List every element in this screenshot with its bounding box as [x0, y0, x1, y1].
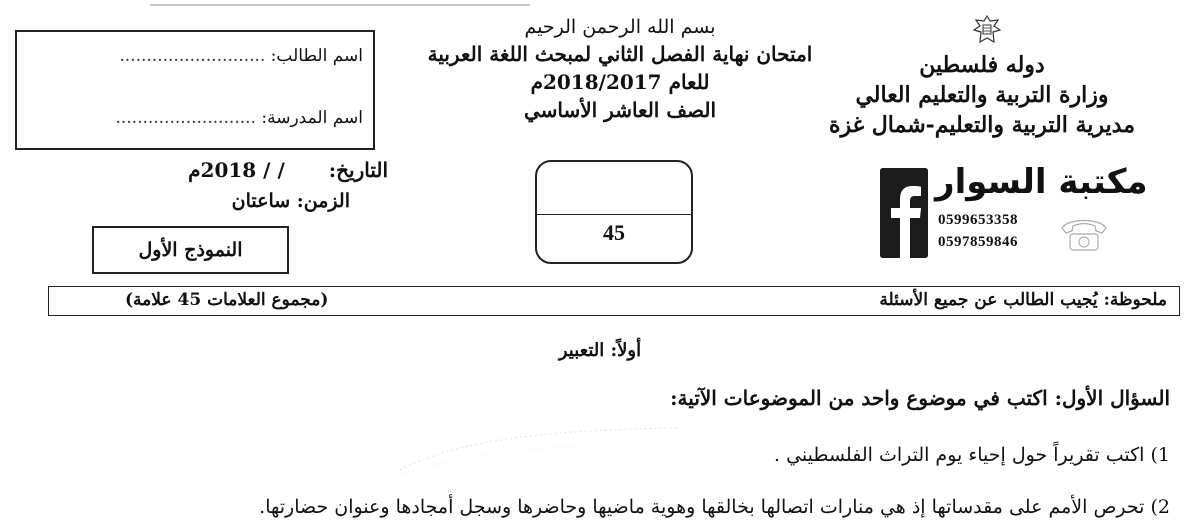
student-name-label: اسم الطالب:: [265, 46, 363, 66]
date-label: التاريخ:: [328, 158, 388, 182]
time-line: [120, 190, 350, 212]
exam-title: امتحان نهاية الفصل الثاني لمبحث اللغة العربية: [427, 42, 813, 66]
exam-year: للعام 2018/2017م: [530, 70, 710, 94]
score-box: [535, 160, 693, 264]
telephone-icon: [1058, 214, 1110, 254]
ministry: وزارة التربية والتعليم العالي: [855, 82, 1109, 108]
directorate: مديرية التربية والتعليم-شمال غزة: [828, 112, 1136, 138]
library-phone-1: 0599653358: [938, 212, 1018, 228]
time-label: الزمن:: [296, 190, 350, 212]
student-info-box: [15, 30, 375, 150]
time-value: ساعتان: [231, 190, 291, 212]
facebook-icon: [880, 168, 928, 258]
scan-artifact-line: [150, 4, 530, 6]
ministry-header: [792, 50, 1172, 140]
score-total: 45: [603, 220, 625, 245]
question-1-item-2: 2) تحرص الأمم على مقدساتها إذ هي منارات اتصالها بخالقها وهوية ماضيها وحاضرها وسجل أمجادها وعنوان حضارتها.: [259, 496, 1170, 518]
instructions-bar: [48, 286, 1180, 316]
library-phone-2: 0597859846: [938, 234, 1018, 250]
instructions-text: ملحوظة: يُجيب الطالب عن جميع الأسئلة: [879, 290, 1167, 310]
date-line: [88, 158, 388, 182]
student-name-field[interactable]: ...........................: [119, 46, 266, 66]
school-name-label: اسم المدرسة:: [255, 108, 363, 128]
score-divider: [537, 214, 691, 215]
bismillah: بسم الله الرحمن الرحيم: [524, 16, 716, 38]
exam-model-box: النموذج الأول: [92, 226, 289, 274]
exam-header: [400, 14, 840, 124]
school-name-row: [31, 108, 363, 128]
student-name-row: [31, 46, 363, 66]
exam-grade: الصف العاشر الأساسي: [523, 98, 717, 122]
question-1-title: السؤال الأول: اكتب في موضوع واحد من الموضوعات الآتية:: [670, 386, 1170, 410]
total-marks: (مجموع العلامات 45 علامة): [125, 290, 329, 310]
eagle-emblem-icon: [972, 14, 1002, 46]
section-title: أولاً: التعبير: [558, 340, 642, 361]
country: دوله فلسطين: [919, 52, 1045, 78]
school-name-field[interactable]: ..........................: [115, 108, 256, 128]
question-1-item-1: 1) اكتب تقريراً حول إحياء يوم التراث الفلسطيني .: [774, 444, 1170, 466]
date-value: / / 2018م: [188, 158, 285, 182]
library-name: مكتبة السوار: [935, 162, 1148, 202]
